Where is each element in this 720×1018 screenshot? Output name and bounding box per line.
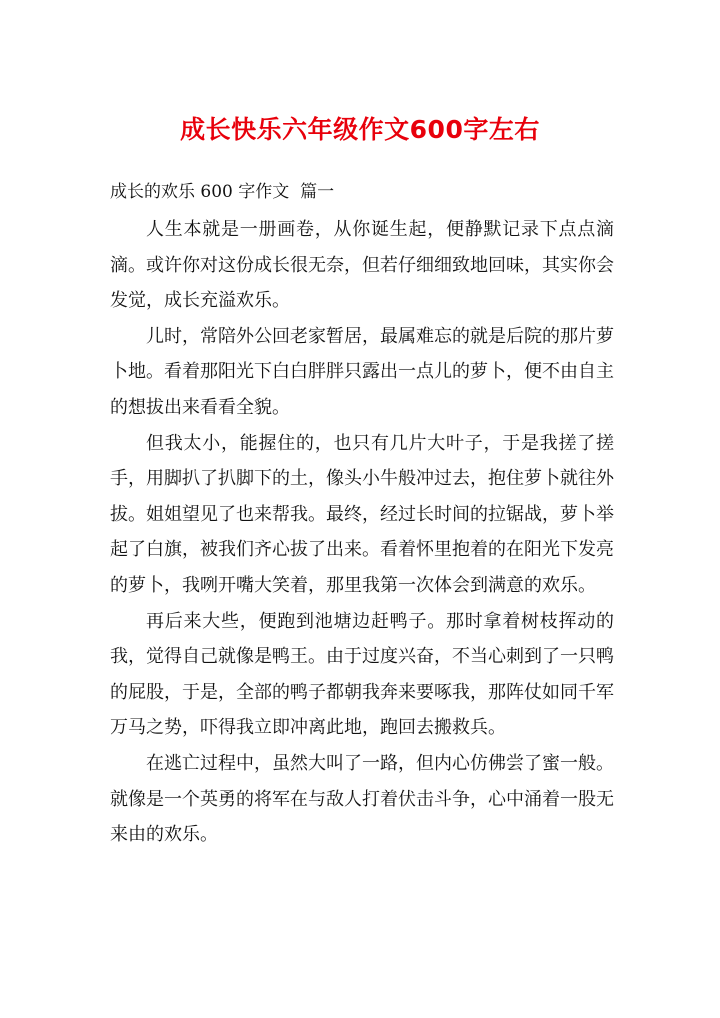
paragraph-3: 但我太小，能握住的，也只有几片大叶子，于是我搓了搓手，用脚扒了扒脚下的土，像头小牛般冲过去，抱住萝卜就往外拔。姐姐望见了也来帮我。最终，经过长时间的拉锯战，萝卜举起了白旗，被我们齐心拔了出来。看着怀里抱着的在阳光下发亮的萝卜，我咧开嘴大笑着，那里我第一次体会到满意的欢乐。: [110, 432, 614, 596]
document-title: 成长快乐六年级作文600字左右: [180, 115, 540, 144]
paragraph-5: 在逃亡过程中，虽然大叫了一路，但内心仿佛尝了蜜一般。就像是一个英勇的将军在与敌人打着伏击斗争，心中涌着一股无来由的欢乐。: [110, 752, 614, 846]
section-heading: 成长的欢乐 600 字作文 篇一: [110, 182, 335, 202]
paragraph-2: 儿时，常陪外公回老家暂居，最属难忘的就是后院的那片萝卜地。看着那阳光下白白胖胖只露出一点儿的萝卜，便不由自主的想拔出来看看全貌。: [110, 325, 614, 418]
paragraph-1: 人生本就是一册画卷，从你诞生起，便静默记录下点点滴滴。或许你对这份成长很无奈，但若仔细细致地回味，其实你会发觉，成长充溢欢乐。: [110, 219, 614, 312]
document-body: [110, 212, 614, 853]
paragraph-4: 再后来大些，便跑到池塘边赶鸭子。那时拿着树枝挥动的我，觉得自己就像是鸭王。由于过度兴奋，不当心刺到了一只鸭的屁股，于是，全部的鸭子都朝我奔来要啄我，那阵仗如同千军万马之势，吓得我立即冲离此地，跑回去搬救兵。: [110, 610, 614, 739]
